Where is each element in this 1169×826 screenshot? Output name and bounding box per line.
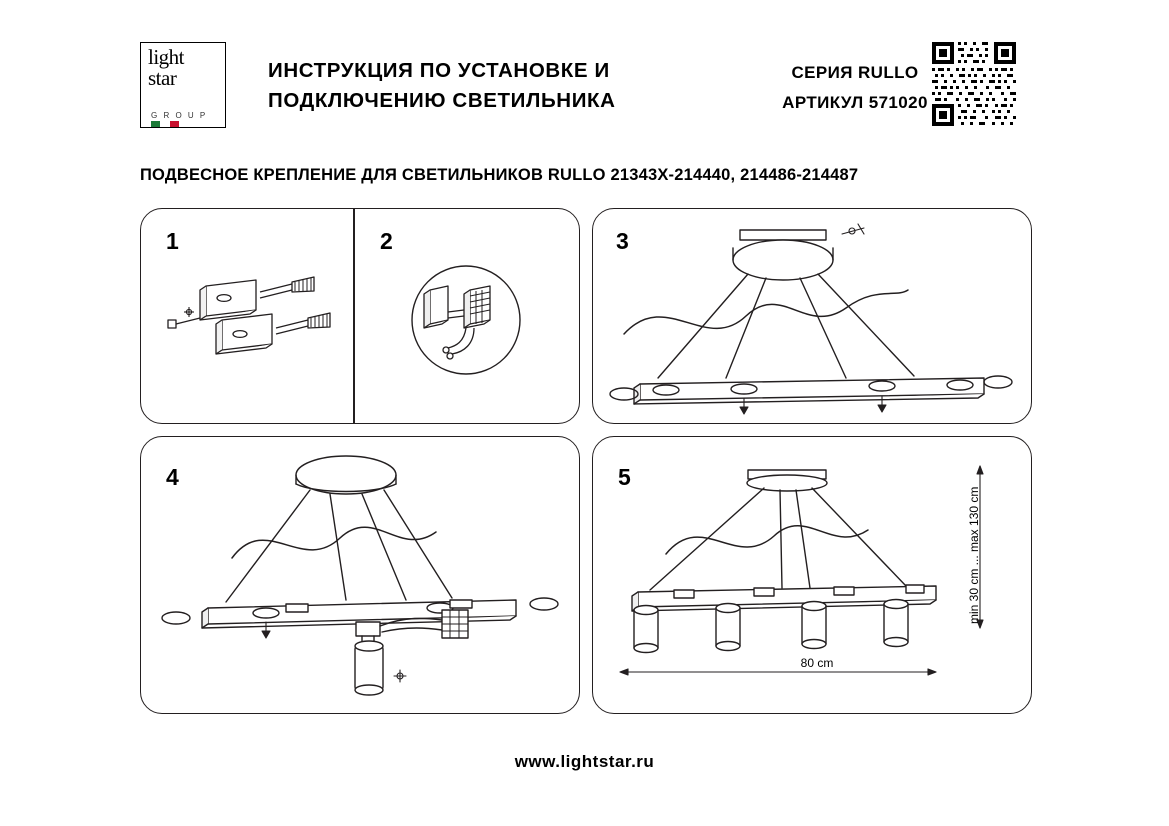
brand-logo: [140, 42, 226, 128]
step-number-4: 4: [166, 464, 179, 490]
height-dimension-label: min 30 cm ... max 130 cm: [967, 486, 981, 624]
footer-website[interactable]: www.lightstar.ru: [514, 752, 655, 771]
logo-line1: light: [148, 45, 185, 69]
page-header: [140, 40, 1030, 130]
flag-stripe-green: [151, 121, 160, 127]
flag-stripe-white: [160, 121, 169, 127]
article-label: АРТИКУЛ 571020: [782, 93, 928, 112]
figure-canopy-bar-assembly: [596, 216, 1028, 416]
flag-stripe-red: [170, 121, 179, 127]
figure-lamp-module-connection: [150, 450, 574, 700]
logo-line2: star: [148, 66, 177, 90]
step-number-5: 5: [618, 464, 631, 490]
width-dimension-label: 80 cm: [800, 656, 834, 670]
page-title-line1: ИНСТРУКЦИЯ ПО УСТАНОВКЕ И: [268, 59, 610, 82]
figure-mounting-bracket: [164, 258, 364, 378]
page-title: [268, 56, 728, 116]
logo-group-text: G R O U P: [151, 111, 208, 120]
page-title-line2: ПОДКЛЮЧЕНИЮ СВЕТИЛЬНИКА: [268, 89, 616, 112]
qr-code-icon: [930, 40, 1018, 128]
step-number-3: 3: [616, 228, 629, 254]
step-number-2: 2: [380, 228, 393, 254]
series-label: СЕРИЯ RULLO: [791, 63, 919, 82]
logo-wordmark: [148, 47, 184, 89]
figure-terminal-connection: [386, 262, 546, 382]
step-number-1: 1: [166, 228, 179, 254]
italian-flag-icon: [151, 121, 179, 127]
product-subtitle: ПОДВЕСНОЕ КРЕПЛЕНИЕ ДЛЯ СВЕТИЛЬНИКОВ RULLO 21343X-214440, 214486-214487: [140, 166, 859, 184]
